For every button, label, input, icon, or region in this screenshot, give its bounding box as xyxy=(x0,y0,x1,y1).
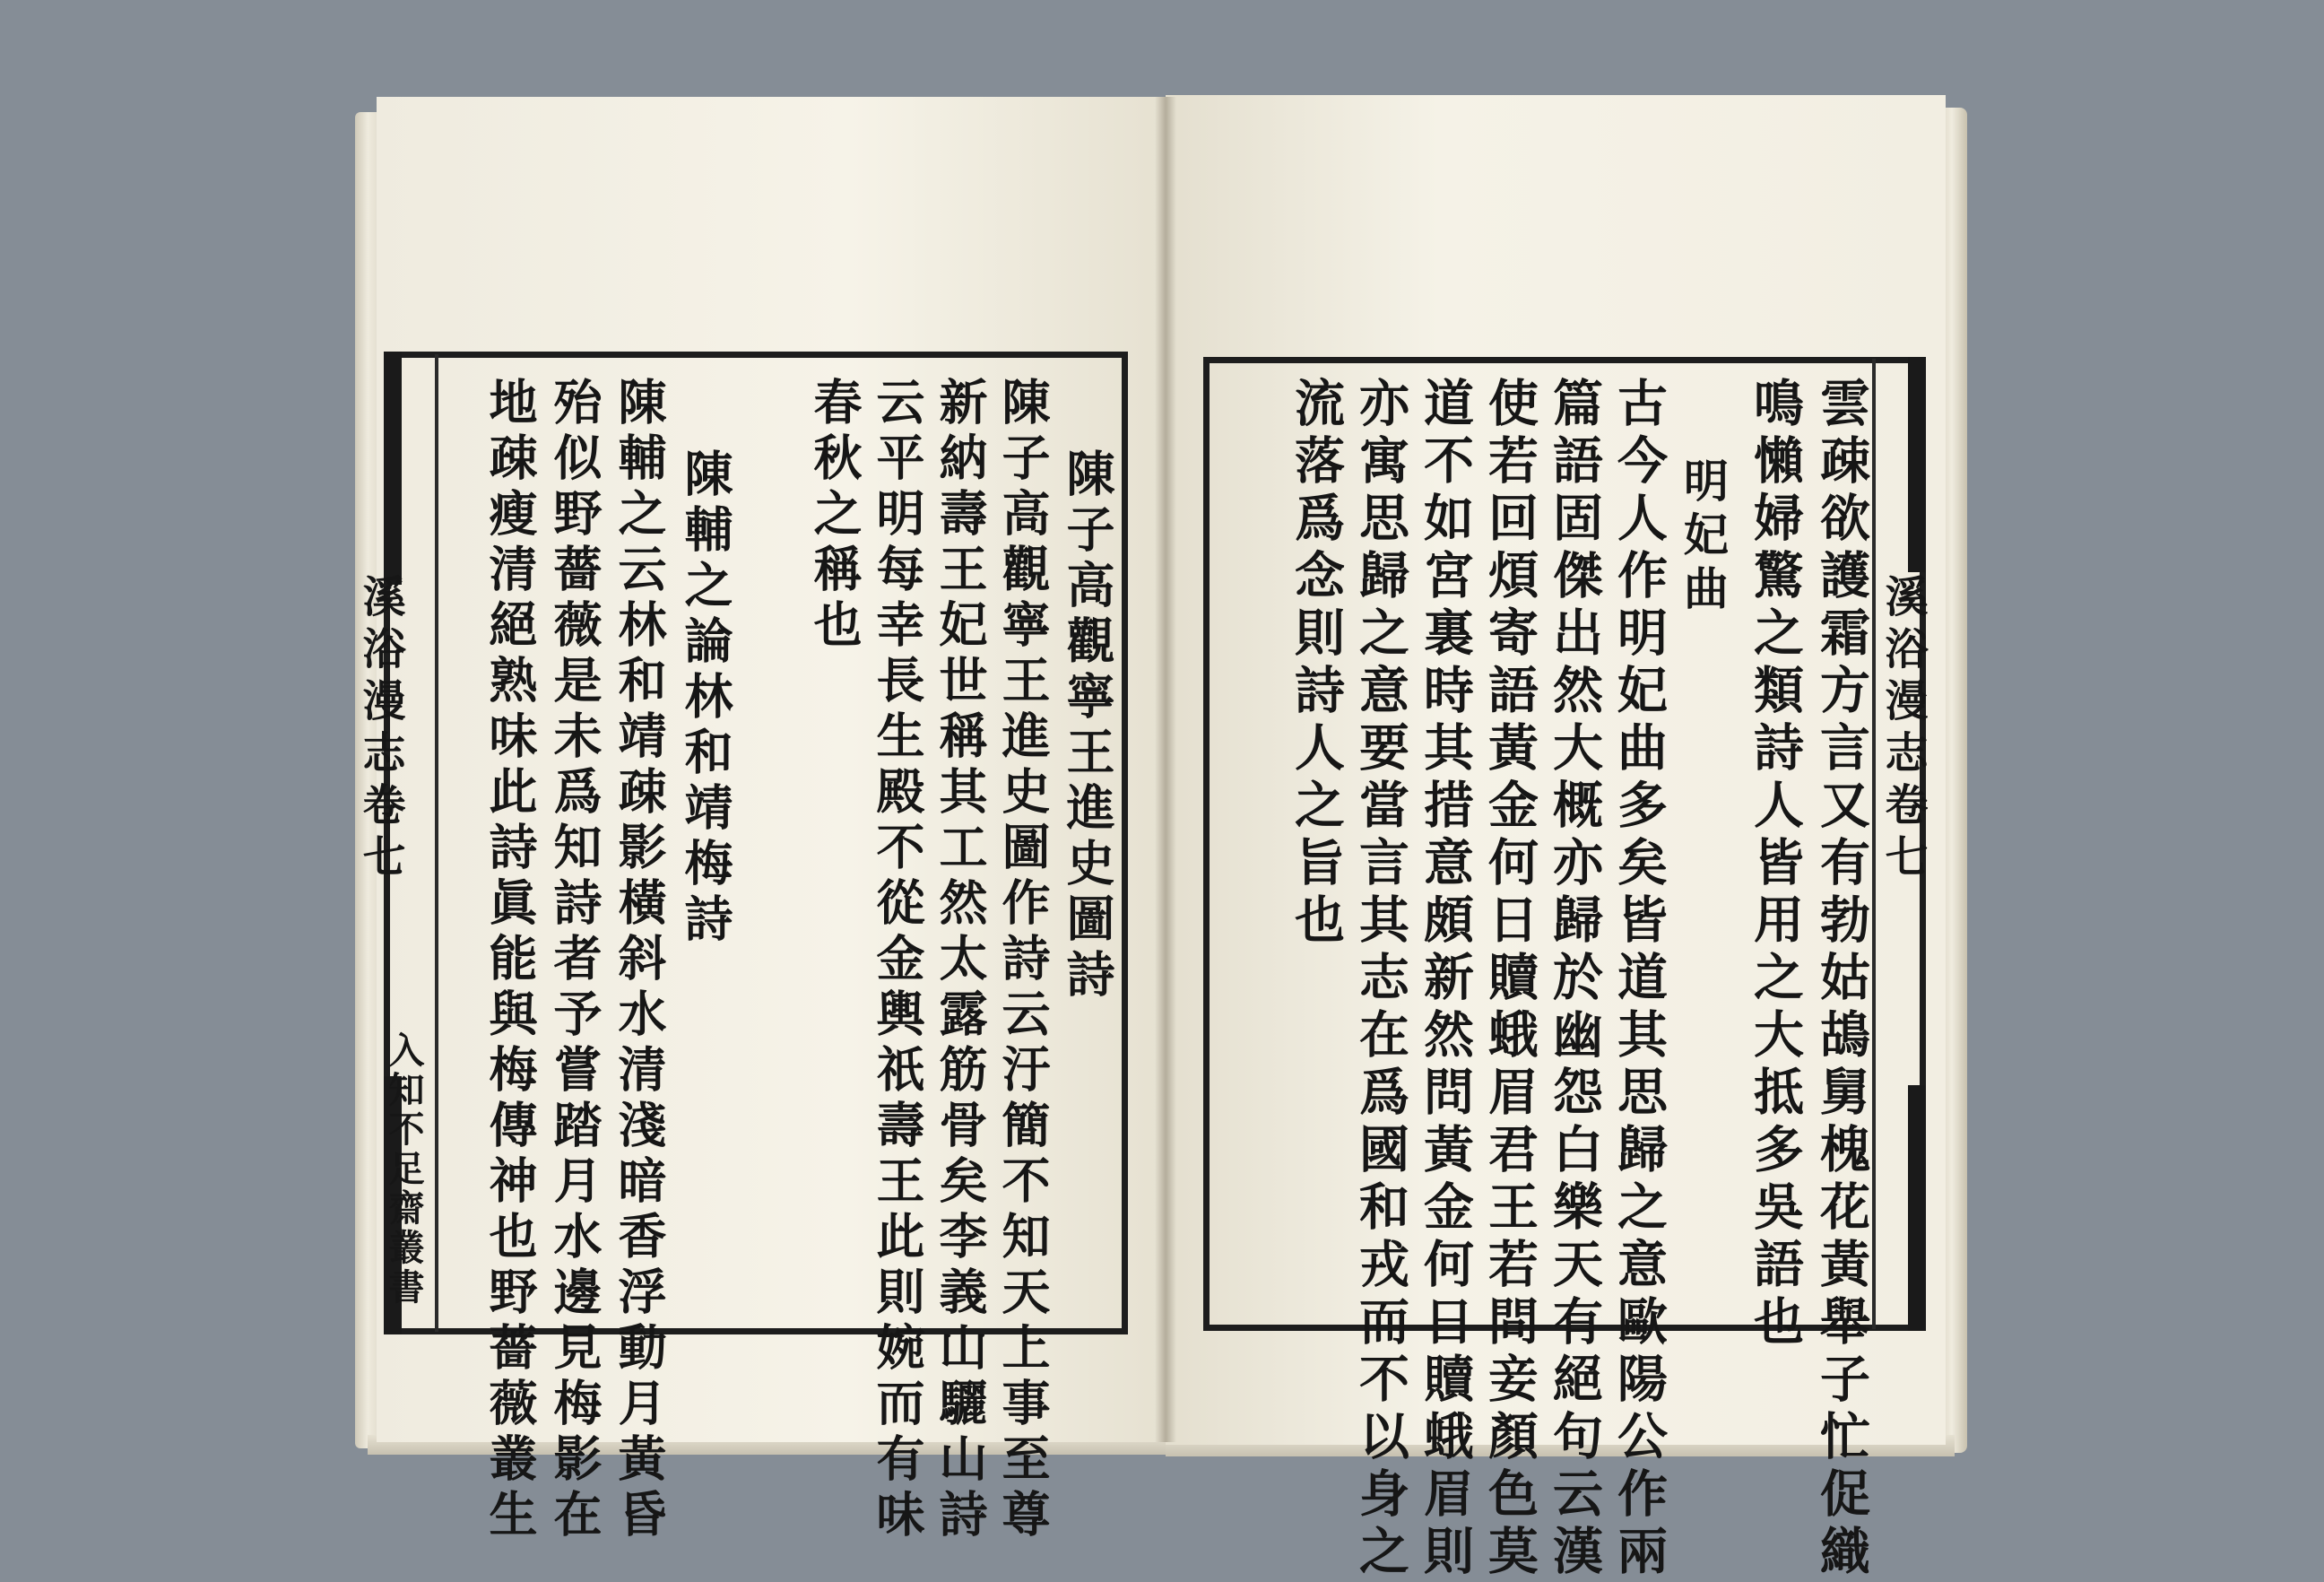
right-centre-rule xyxy=(1872,359,1876,1329)
left-centre-rule xyxy=(435,354,438,1332)
right-col-9: 流落爲念則詩人之旨也 xyxy=(1287,377,1346,951)
left-centre-footer: 入知不足齋叢書 xyxy=(383,1031,425,1308)
left-col-5: 春秋之稱也 xyxy=(806,377,863,655)
book-gutter xyxy=(1155,97,1176,1442)
right-col-8: 亦寓思歸之意要當言其志在爲國和戎而不以身之 xyxy=(1351,377,1410,1582)
right-col-4: 古今人作明妃曲多矣皆道其思歸之意歐陽公作兩 xyxy=(1609,377,1669,1582)
right-col-1: 雲疎欲護霜方言又有勃姑鴣舅槐花黃舉子忙促織 xyxy=(1812,377,1871,1582)
left-col-3: 新納壽王妃世稱其工然太露筋骨矣李義山驪山詩 xyxy=(932,377,989,1544)
right-col-2: 鳴懶婦驚之類詩人皆用之大抵多吳語也 xyxy=(1746,377,1805,1352)
right-col-6: 使若回煩寄語黃金何日贖蛾眉君王若問妾顏色莫 xyxy=(1480,377,1539,1582)
right-col-3: 明妃曲 xyxy=(1677,457,1730,619)
right-fishtail-top xyxy=(1908,357,1926,572)
left-col-1: 陳子高觀寧王進史圖詩 xyxy=(1059,448,1116,1004)
right-col-7: 道不如宮裏時其措意頗新然問黃金何日贖蛾眉則 xyxy=(1416,377,1475,1582)
right-centre-title: 溪浴漫志卷七 xyxy=(1877,574,1928,886)
left-col-8: 殆似野薔薇是未爲知詩者予嘗踏月水邊見梅影在 xyxy=(546,377,603,1544)
left-centre-title: 溪浴漫志卷七 xyxy=(355,574,405,886)
left-col-9: 地疎瘦清絕熟味此詩眞能與梅傳神也野薔薇叢生 xyxy=(481,377,539,1544)
left-fishtail-top xyxy=(384,352,402,585)
left-col-2: 陳子高觀寧王進史圖作詩云汙簡不知天上事至尊 xyxy=(994,377,1052,1544)
left-col-6: 陳輔之論林和靖梅詩 xyxy=(677,448,734,949)
left-col-4: 云平明每幸長生殿不從金輿祇壽王此則婉而有味 xyxy=(869,377,926,1544)
right-col-5: 篇語固傑出然大概亦歸於幽怨白樂天有絕句云漢 xyxy=(1545,377,1604,1582)
right-fishtail-bottom xyxy=(1908,1085,1926,1331)
left-col-7: 陳輔之云林和靖疎影橫斜水清淺暗香浮動月黃昏 xyxy=(611,377,668,1544)
